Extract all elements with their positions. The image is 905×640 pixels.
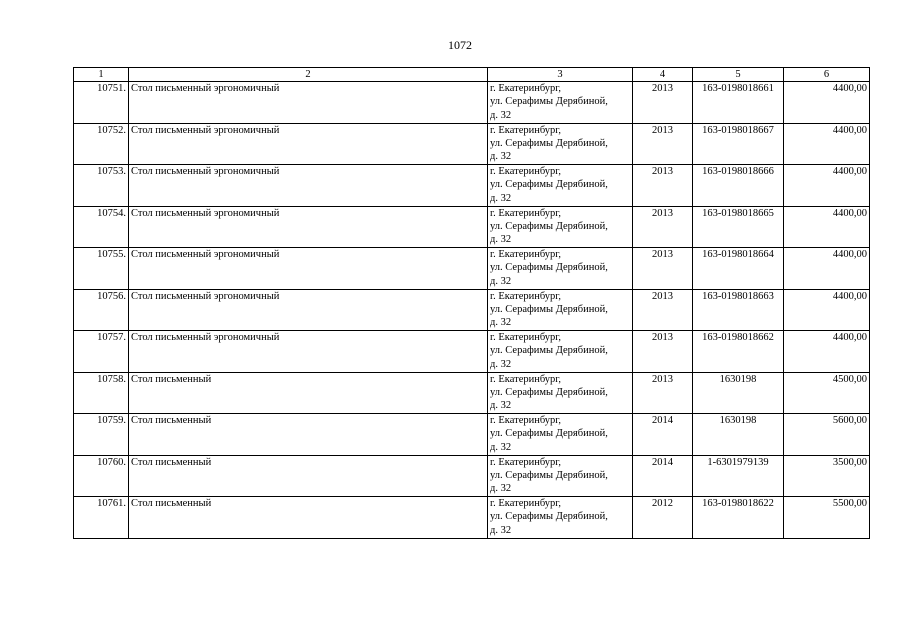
inventory-number-cell: 163-0198018662 xyxy=(693,331,784,373)
item-name-cell: Стол письменный xyxy=(129,372,488,414)
year-cell: 2013 xyxy=(633,331,693,373)
column-header-3: 3 xyxy=(488,68,633,82)
item-name-cell: Стол письменный эргономичный xyxy=(129,248,488,290)
column-header-2: 2 xyxy=(129,68,488,82)
address-cell: г. Екатеринбург, ул. Серафимы Дерябиной, д. 32 xyxy=(488,206,633,248)
year-cell: 2014 xyxy=(633,414,693,456)
year-cell: 2013 xyxy=(633,206,693,248)
item-name-cell: Стол письменный эргономичный xyxy=(129,206,488,248)
table-row xyxy=(74,82,870,124)
item-name-cell: Стол письменный эргономичный xyxy=(129,331,488,373)
price-cell: 4400,00 xyxy=(784,289,870,331)
price-cell: 4400,00 xyxy=(784,331,870,373)
table-row xyxy=(74,123,870,165)
price-cell: 5500,00 xyxy=(784,497,870,539)
table-row xyxy=(74,331,870,373)
row-number-cell: 10754. xyxy=(74,206,129,248)
table-row xyxy=(74,165,870,207)
address-cell: г. Екатеринбург, ул. Серафимы Дерябиной, д. 32 xyxy=(488,289,633,331)
price-cell: 4400,00 xyxy=(784,206,870,248)
address-cell: г. Екатеринбург, ул. Серафимы Дерябиной, д. 32 xyxy=(488,414,633,456)
item-name-cell: Стол письменный xyxy=(129,497,488,539)
column-header-6: 6 xyxy=(784,68,870,82)
item-name-cell: Стол письменный xyxy=(129,414,488,456)
inventory-number-cell: 163-0198018622 xyxy=(693,497,784,539)
table-row xyxy=(74,206,870,248)
address-cell: г. Екатеринбург, ул. Серафимы Дерябиной, д. 32 xyxy=(488,82,633,124)
price-cell: 4400,00 xyxy=(784,82,870,124)
column-header-4: 4 xyxy=(633,68,693,82)
inventory-number-cell: 163-0198018664 xyxy=(693,248,784,290)
price-cell: 5600,00 xyxy=(784,414,870,456)
address-cell: г. Екатеринбург, ул. Серафимы Дерябиной, д. 32 xyxy=(488,165,633,207)
inventory-number-cell: 163-0198018663 xyxy=(693,289,784,331)
year-cell: 2013 xyxy=(633,248,693,290)
table-row xyxy=(74,289,870,331)
table-row xyxy=(74,414,870,456)
row-number-cell: 10752. xyxy=(74,123,129,165)
price-cell: 4400,00 xyxy=(784,248,870,290)
price-cell: 4400,00 xyxy=(784,165,870,207)
item-name-cell: Стол письменный xyxy=(129,455,488,497)
address-cell: г. Екатеринбург, ул. Серафимы Дерябиной, д. 32 xyxy=(488,497,633,539)
row-number-cell: 10758. xyxy=(74,372,129,414)
year-cell: 2013 xyxy=(633,123,693,165)
column-header-5: 5 xyxy=(693,68,784,82)
price-cell: 4400,00 xyxy=(784,123,870,165)
row-number-cell: 10759. xyxy=(74,414,129,456)
address-cell: г. Екатеринбург, ул. Серафимы Дерябиной, д. 32 xyxy=(488,372,633,414)
item-name-cell: Стол письменный эргономичный xyxy=(129,289,488,331)
inventory-number-cell: 1630198 xyxy=(693,414,784,456)
inventory-number-cell: 163-0198018665 xyxy=(693,206,784,248)
address-cell: г. Екатеринбург, ул. Серафимы Дерябиной, д. 32 xyxy=(488,331,633,373)
year-cell: 2013 xyxy=(633,165,693,207)
address-cell: г. Екатеринбург, ул. Серафимы Дерябиной, д. 32 xyxy=(488,455,633,497)
table-row xyxy=(74,497,870,539)
column-header-1: 1 xyxy=(74,68,129,82)
inventory-number-cell: 1630198 xyxy=(693,372,784,414)
item-name-cell: Стол письменный эргономичный xyxy=(129,165,488,207)
row-number-cell: 10751. xyxy=(74,82,129,124)
row-number-cell: 10761. xyxy=(74,497,129,539)
inventory-number-cell: 1-6301979139 xyxy=(693,455,784,497)
page-number: 1072 xyxy=(448,38,472,52)
row-number-cell: 10755. xyxy=(74,248,129,290)
table-body xyxy=(74,82,870,539)
address-cell: г. Екатеринбург, ул. Серафимы Дерябиной, д. 32 xyxy=(488,248,633,290)
item-name-cell: Стол письменный эргономичный xyxy=(129,82,488,124)
price-cell: 4500,00 xyxy=(784,372,870,414)
year-cell: 2013 xyxy=(633,289,693,331)
table-row xyxy=(74,455,870,497)
item-name-cell: Стол письменный эргономичный xyxy=(129,123,488,165)
address-cell: г. Екатеринбург, ул. Серафимы Дерябиной, д. 32 xyxy=(488,123,633,165)
row-number-cell: 10757. xyxy=(74,331,129,373)
year-cell: 2013 xyxy=(633,82,693,124)
price-cell: 3500,00 xyxy=(784,455,870,497)
property-registry-table xyxy=(73,67,870,539)
year-cell: 2013 xyxy=(633,372,693,414)
row-number-cell: 10753. xyxy=(74,165,129,207)
table-row xyxy=(74,372,870,414)
inventory-number-cell: 163-0198018666 xyxy=(693,165,784,207)
row-number-cell: 10756. xyxy=(74,289,129,331)
year-cell: 2014 xyxy=(633,455,693,497)
table-row xyxy=(74,248,870,290)
inventory-number-cell: 163-0198018667 xyxy=(693,123,784,165)
header-row xyxy=(74,68,870,82)
year-cell: 2012 xyxy=(633,497,693,539)
inventory-number-cell: 163-0198018661 xyxy=(693,82,784,124)
row-number-cell: 10760. xyxy=(74,455,129,497)
